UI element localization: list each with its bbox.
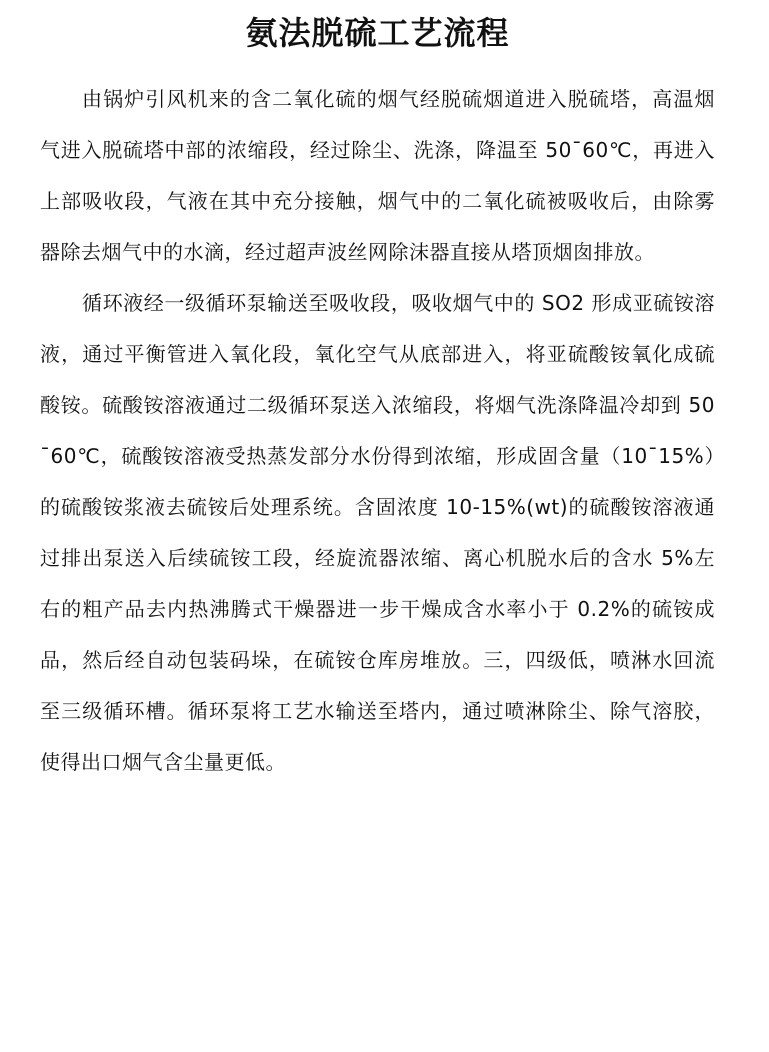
paragraph-2: 循环液经一级循环泵输送至吸收段，吸收烟气中的 SO2 形成亚硫铵溶液，通过平衡管进入氧化段，氧化空气从底部进入，将亚硫酸铵氧化成硫酸铵。硫酸铵溶液通过二级循环泵送入浓缩段，将烟气洗涤降温冷却到 50¯60℃，硫酸铵溶液受热蒸发部分水份得到浓缩，形成固含量（10¯15%）的硫酸铵浆液去硫铵后处理系统。含固浓度 10-15%(wt)的硫酸铵溶液通过排出泵送入后续硫铵工段，经旋流器浓缩、离心机脱水后的含水 5%左右的粗产品去内热沸腾式干燥器进一步干燥成含水率小于 0.2%的硫铵成品，然后经自动包装码垛，在硫铵仓库房堆放。三，四级低，喷淋水回流至三级循环槽。循环泵将工艺水输送至塔内，通过喷淋除尘、除气溶胶，使得出口烟气含尘量更低。 [40,291,715,774]
document-title: 氨法脱硫工艺流程 [245,14,510,52]
paragraph-1: 由锅炉引风机来的含二氧化硫的烟气经脱硫烟道进入脱硫塔，高温烟气进入脱硫塔中部的浓缩段，经过除尘、洗涤，降温至 50¯60℃，再进入上部吸收段，气液在其中充分接触，烟气中的二氧化硫被吸收后，由除雾器除去烟气中的水滴，经过超声波丝网除沫器直接从塔顶烟囱排放。 [40,87,715,264]
